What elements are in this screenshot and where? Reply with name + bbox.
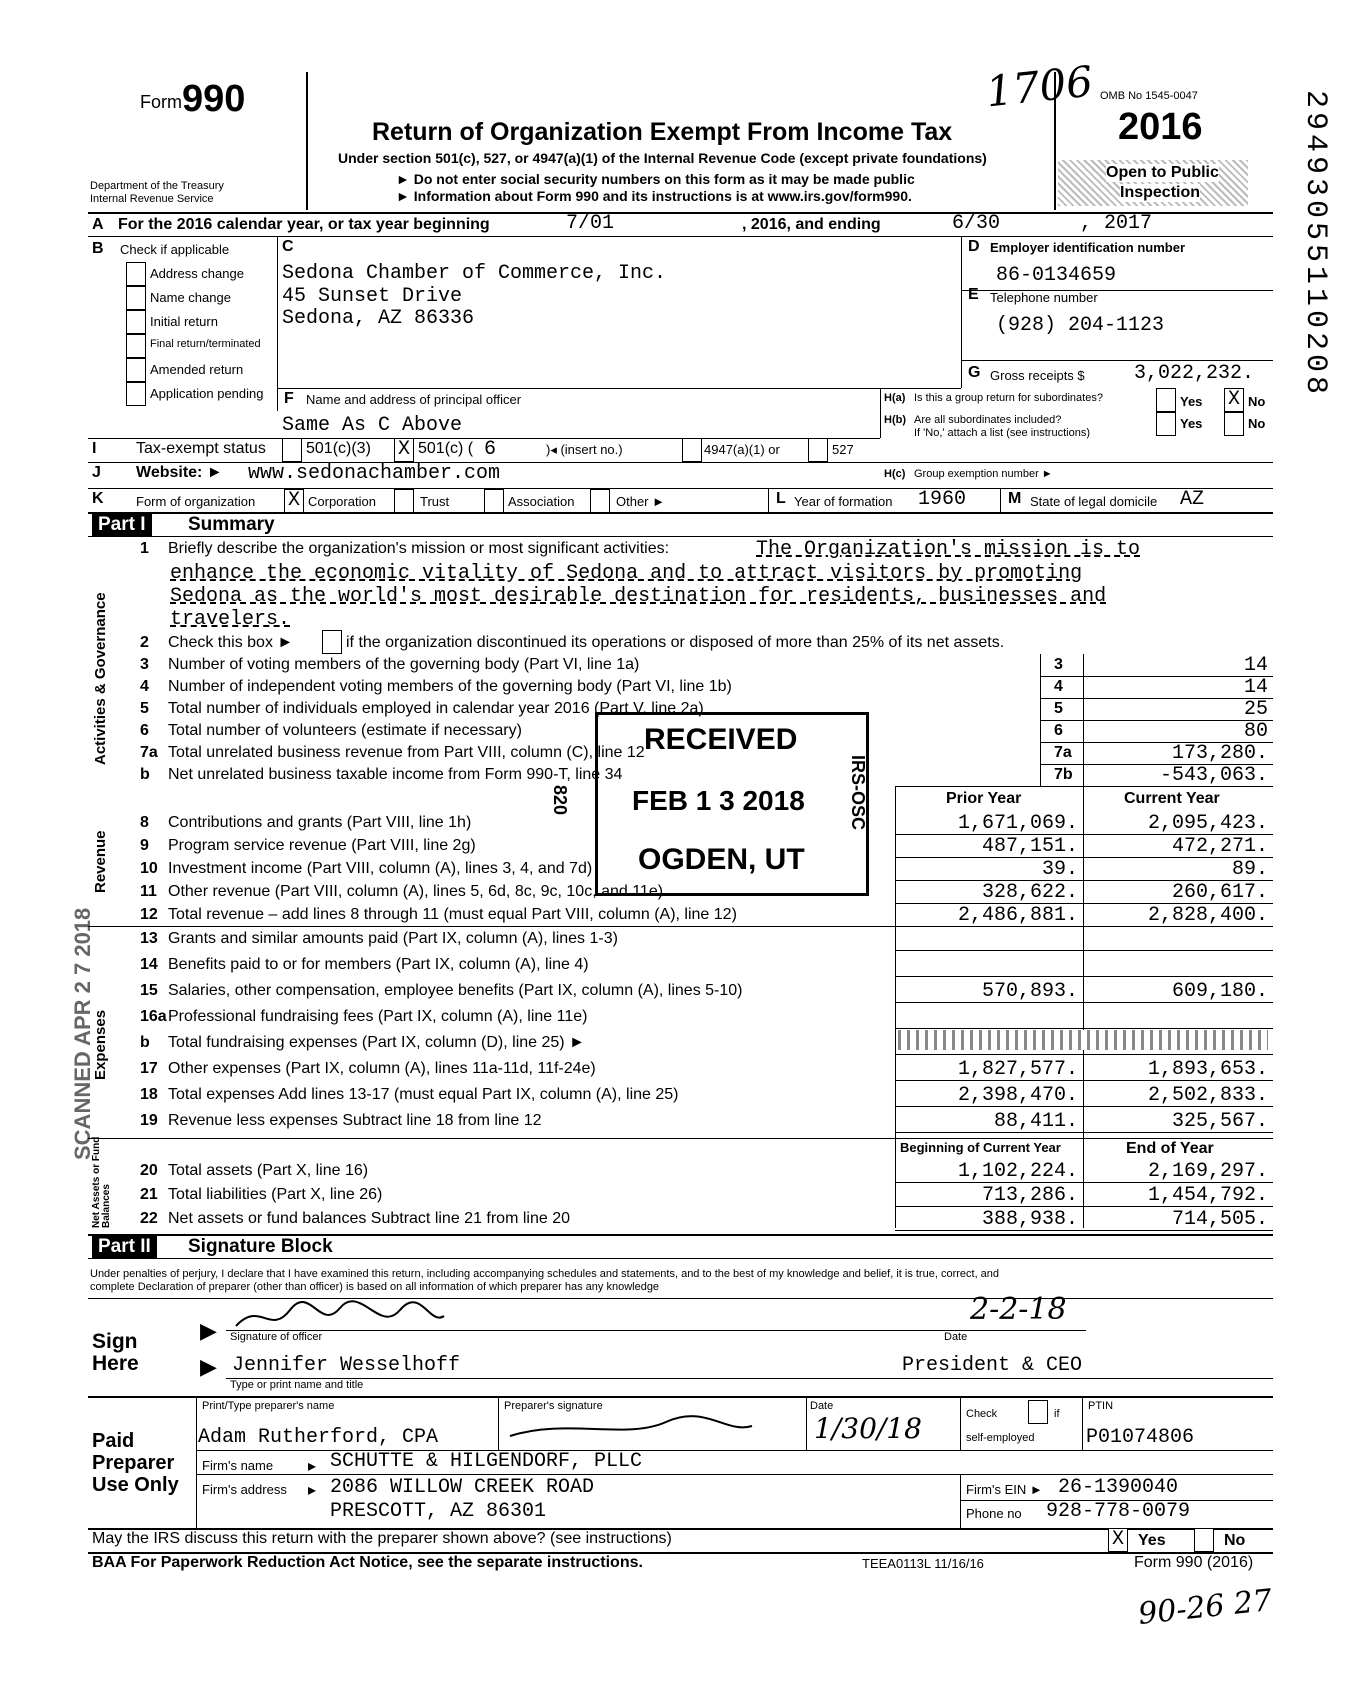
summary-line-rule: [895, 1106, 1273, 1107]
line-i-label: I: [92, 440, 97, 457]
current-year-value: 1,893,653.: [1147, 1058, 1268, 1081]
summary-line-text: Total liabilities (Part X, line 26): [168, 1186, 383, 1203]
form-of-org-title: Form of organization: [136, 494, 256, 509]
gov-line-number: 6: [140, 722, 149, 739]
line-k-label: K: [92, 490, 104, 507]
prior-year-value: 88,411.: [993, 1110, 1078, 1133]
shaded-fundraising-cell: [898, 1030, 1268, 1050]
gov-line-text: Number of independent voting members of the governing body (Part VI, line 1b): [168, 678, 732, 695]
summary-line-rule: [895, 1132, 1273, 1133]
tax-year-end-year: , 2017: [1080, 212, 1153, 235]
association-label: Association: [508, 494, 575, 509]
hb-label: H(b): [884, 414, 906, 426]
col-prior-year: Prior Year: [946, 790, 1022, 807]
trust-checkbox[interactable]: [394, 489, 414, 513]
paid-label: Paid: [92, 1430, 135, 1452]
summary-line-number: 20: [140, 1162, 158, 1179]
dept-treasury: Department of the Treasury: [90, 180, 224, 192]
part-1-title: Summary: [188, 514, 275, 535]
gov-line-value: 14: [1243, 654, 1268, 677]
summary-line-text: Program service revenue (Part VIII, line 2g): [168, 837, 476, 854]
officer-title: President & CEO: [902, 1354, 1083, 1377]
summary-line-number: 10: [140, 860, 158, 877]
summary-line-number: 11: [140, 883, 157, 900]
year-formation-title: Year of formation: [794, 494, 893, 509]
summary-line-text: Salaries, other compensation, employee benefits (Part IX, column (A), lines 5-10): [168, 982, 743, 999]
tax-year-end: 6/30: [952, 212, 1001, 235]
gov-line-value: 14: [1243, 676, 1268, 699]
preparer-date-label: Date: [810, 1400, 834, 1412]
summary-line-rule: [895, 1002, 1273, 1003]
firm-address-1: 2086 WILLOW CREEK ROAD: [330, 1476, 595, 1499]
firm-name-arrow-icon: ▸: [308, 1458, 317, 1475]
trust-label: Trust: [420, 494, 450, 509]
current-year-value: 325,567.: [1171, 1110, 1268, 1133]
principal-officer-title: Name and address of principal officer: [306, 392, 522, 407]
gov-line-number: b: [140, 766, 150, 783]
501c-number: 6: [484, 438, 497, 461]
ha-no-checkbox[interactable]: X: [1224, 388, 1244, 412]
handwritten-footer: 90-26 27: [1136, 1583, 1274, 1632]
hb-instruction: If 'No,' attach a list (see instructions): [914, 427, 1090, 439]
line-2-num: 2: [140, 634, 149, 651]
received-stamp-office: IRS-OSC: [848, 755, 868, 831]
current-year-value: 2,828,400.: [1147, 904, 1268, 927]
hc-text: Group exemption number ►: [914, 468, 1053, 480]
side-label-governance: Activities & Governance: [92, 592, 109, 765]
firm-ein-value: 26-1390040: [1058, 1476, 1179, 1499]
dept-irs: Internal Revenue Service: [90, 193, 214, 205]
catalog-code: TEEA0113L 11/16/16: [862, 1556, 984, 1571]
use-only-label: Use Only: [92, 1474, 179, 1496]
ha-question: Is this a group return for subordinates?: [914, 392, 1103, 404]
col-beginning-year: Beginning of Current Year: [900, 1140, 1061, 1155]
received-stamp-title: RECEIVED: [644, 723, 798, 756]
col-end-year: End of Year: [1126, 1140, 1214, 1157]
prior-year-value: 570,893.: [981, 980, 1078, 1003]
line-1-num: 1: [140, 540, 149, 557]
association-checkbox[interactable]: [484, 489, 504, 513]
ptin-value: P01074806: [1086, 1426, 1195, 1449]
gov-line-box: 7a: [1054, 744, 1072, 761]
state-domicile-value: AZ: [1180, 488, 1205, 511]
firm-address-arrow-icon: ▸: [308, 1482, 317, 1499]
summary-line-number: 22: [140, 1210, 158, 1227]
prior-year-value: 328,622.: [981, 881, 1078, 904]
gov-line-text: Total number of volunteers (estimate if necessary): [168, 722, 522, 739]
mission-line-4: travelers.: [170, 608, 291, 631]
summary-line-text: Total assets (Part X, line 16): [168, 1162, 369, 1179]
org-address-2: Sedona, AZ 86336: [282, 307, 475, 330]
website-value[interactable]: www.sedonachamber.com: [248, 462, 501, 485]
summary-line-text: Other expenses (Part IX, column (A), lines 11a-11d, 11f-24e): [168, 1060, 596, 1077]
section-b-title: Check if applicable: [120, 242, 230, 257]
section-b-checkbox[interactable]: [126, 286, 146, 310]
firm-phone-value: 928-778-0079: [1046, 1500, 1191, 1523]
document-locator-number: 29493055110208: [1298, 90, 1332, 399]
summary-line-rule: [895, 1028, 1273, 1029]
summary-line-text: Contributions and grants (Part VIII, line 1h): [168, 814, 472, 831]
line-2-text-a: Check this box ►: [168, 634, 294, 651]
gov-line-text: Total number of individuals employed in calendar year 2016 (Part V, line 2a): [168, 700, 704, 717]
prior-year-value: 713,286.: [981, 1184, 1078, 1207]
discuss-question: May the IRS discuss this return with the preparer shown above? (see instructions): [92, 1530, 672, 1547]
summary-line-number: 21: [140, 1186, 158, 1203]
summary-line-text: Total fundraising expenses (Part IX, column (D), line 25) ►: [168, 1034, 585, 1051]
preparer-name-label: Print/Type preparer's name: [202, 1400, 335, 1412]
gov-line-value: 173,280.: [1171, 742, 1268, 765]
open-to-public-box: [1058, 160, 1248, 206]
summary-line-text: Benefits paid to or for members (Part IX, column (A), line 4): [168, 956, 589, 973]
hb-no-checkbox[interactable]: [1224, 412, 1244, 436]
current-year-value: 1,454,792.: [1147, 1184, 1268, 1207]
perjury-line-2: complete Declaration of preparer (other than officer) is based on all information of which preparer has any knowledge: [90, 1281, 660, 1293]
hc-label: H(c): [884, 468, 906, 480]
section-b-item-label: Amended return: [150, 362, 244, 377]
gross-receipts-value: 3,022,232.: [1134, 362, 1255, 385]
received-stamp-date: FEB 1 3 2018: [632, 785, 805, 816]
gov-line-number: 4: [140, 678, 149, 695]
signature-label: Signature of officer: [230, 1331, 323, 1343]
section-b-item-label: Address change: [150, 266, 244, 281]
handwritten-note: 1706: [983, 56, 1096, 117]
current-year-value: 2,169,297.: [1147, 1160, 1268, 1183]
open-to-public-label: Open to Public: [1106, 164, 1219, 181]
summary-line-number: 12: [140, 906, 158, 923]
gov-line-value: 80: [1243, 720, 1268, 743]
prior-year-value: 487,151.: [981, 835, 1078, 858]
summary-line-number: 15: [140, 982, 158, 999]
officer-name: Jennifer Wesselhoff: [232, 1354, 461, 1377]
summary-line-rule: [895, 1080, 1273, 1081]
self-employed-label: self-employed: [966, 1432, 1035, 1444]
line-a-text: For the 2016 calendar year, or tax year beginning: [118, 216, 490, 233]
received-stamp-code: 820: [550, 785, 570, 816]
name-title-label: Type or print name and title: [230, 1379, 364, 1391]
summary-line-text: Professional fundraising fees (Part IX, column (A), line 11e): [168, 1008, 588, 1025]
section-b-checkbox[interactable]: [126, 334, 146, 358]
here-label: Here: [92, 1352, 139, 1375]
preparer-name: Adam Rutherford, CPA: [198, 1426, 439, 1449]
website-title: Website: ►: [136, 464, 223, 481]
4947-label: 4947(a)(1) or: [704, 442, 780, 457]
summary-line-number: b: [140, 1034, 150, 1051]
gov-line-value: -543,063.: [1159, 764, 1268, 787]
section-e-label: E: [968, 286, 979, 303]
line-a-label: A: [92, 216, 104, 233]
corporation-checkbox[interactable]: X: [284, 489, 304, 513]
section-b-item-label: Name change: [150, 290, 231, 305]
discontinued-checkbox[interactable]: [322, 630, 342, 654]
summary-line-text: Total revenue – add lines 8 through 11 (must equal Part VIII, column (A), line 12): [168, 906, 737, 923]
section-f-label: F: [284, 390, 294, 407]
tax-exempt-title: Tax-exempt status: [136, 440, 266, 457]
current-year-value: 472,271.: [1171, 835, 1268, 858]
summary-line-number: 18: [140, 1086, 158, 1103]
gov-line-number: 7a: [140, 744, 158, 761]
tax-year: 2016: [1118, 106, 1203, 148]
form-prefix: Form: [140, 92, 182, 112]
section-b-label: B: [92, 240, 104, 257]
firm-name: SCHUTTE & HILGENDORF, PLLC: [330, 1450, 643, 1473]
form-subtitle-2: ► Do not enter social security numbers on this form as it may be made public: [396, 171, 915, 187]
summary-line-rule: [895, 1182, 1273, 1183]
gov-line-box: 7b: [1054, 766, 1073, 783]
section-b-checkbox[interactable]: [126, 262, 146, 286]
summary-line-number: 17: [140, 1060, 158, 1077]
summary-line-rule: [895, 1054, 1273, 1055]
check-label: Check: [966, 1408, 998, 1420]
self-employed-checkbox[interactable]: [1028, 1400, 1048, 1424]
current-year-value: 89.: [1231, 858, 1268, 881]
name-arrow-icon: ▶: [200, 1354, 217, 1379]
form-footer: Form 990 (2016): [1134, 1554, 1254, 1571]
summary-line-text: Other revenue (Part VIII, column (A), lines 5, 6d, 8c, 9c, 10c, and 11e): [168, 883, 664, 900]
line-2-text-b: if the organization discontinued its operations or disposed of more than 25% of its net assets.: [346, 634, 1005, 651]
year-formation-value: 1960: [918, 488, 967, 511]
prior-year-value: 1,102,224.: [957, 1160, 1078, 1183]
part-2-tab: Part II: [92, 1236, 157, 1258]
current-year-value: 609,180.: [1171, 980, 1268, 1003]
gov-line-number: 5: [140, 700, 149, 717]
line-j-label: J: [92, 464, 101, 481]
summary-line-text: Revenue less expenses Subtract line 18 from line 12: [168, 1112, 542, 1129]
hb-yes-label: Yes: [1180, 416, 1203, 431]
form-number: 990: [182, 78, 246, 120]
gov-line-box: 5: [1054, 700, 1063, 717]
sign-date-label: Date: [944, 1331, 968, 1343]
501c-checkbox[interactable]: X: [394, 438, 414, 462]
prior-year-value: 2,398,470.: [957, 1084, 1078, 1107]
firm-phone-label: Phone no: [966, 1506, 1022, 1521]
summary-line-number: 14: [140, 956, 158, 973]
501c3-checkbox[interactable]: [282, 438, 302, 462]
current-year-value: 714,505.: [1171, 1208, 1268, 1231]
summary-line-number: 16a: [140, 1008, 167, 1025]
firm-ein-label: Firm's EIN ►: [966, 1482, 1043, 1497]
discuss-no-label: No: [1224, 1532, 1246, 1549]
firm-address-2: PRESCOTT, AZ 86301: [330, 1500, 547, 1523]
527-checkbox[interactable]: [808, 438, 828, 462]
perjury-line-1: Under penalties of perjury, I declare that I have examined this return, including accompanying schedules and statements, and to the best of my knowledge and belief, it is true, correct, and: [90, 1268, 1000, 1280]
section-b-item-label: Application pending: [150, 386, 264, 401]
side-label-net-assets: Net Assets or Fund Balances: [91, 1136, 112, 1228]
preparer-signature: [506, 1412, 756, 1448]
line-1-text: Briefly describe the organization's mission or most significant activities:: [168, 540, 670, 557]
ha-no-label: No: [1248, 394, 1266, 409]
section-b-item-label: Final return/terminated: [150, 338, 261, 350]
part-1-tab: Part I: [92, 514, 152, 536]
summary-line-number: 9: [140, 837, 149, 854]
summary-line-rule: [895, 1206, 1273, 1207]
summary-line-text: Grants and similar amounts paid (Part IX, column (A), lines 1-3): [168, 930, 618, 947]
hb-no-label: No: [1248, 416, 1266, 431]
omb-number: OMB No 1545-0047: [1100, 90, 1198, 102]
sign-date-value: 2-2-18: [970, 1292, 1067, 1327]
line-a-ending: , 2016, and ending: [742, 216, 881, 233]
part-2-title: Signature Block: [188, 1236, 333, 1257]
form-title: Return of Organization Exempt From Income Tax: [372, 118, 953, 146]
501c-label: 501(c) (: [418, 440, 474, 457]
col-current-year: Current Year: [1124, 790, 1220, 807]
phone-value: (928) 204-1123: [996, 314, 1165, 337]
ein-title: Employer identification number: [990, 240, 1186, 255]
summary-line-number: 13: [140, 930, 158, 947]
527-label: 527: [832, 442, 854, 457]
gov-line-value: 25: [1243, 698, 1268, 721]
discuss-no-checkbox[interactable]: [1194, 1528, 1214, 1552]
mission-line-3: Sedona as the world's most desirable destination for residents, businesses and: [170, 585, 1107, 608]
form-subtitle-1: Under section 501(c), 527, or 4947(a)(1) of the Internal Revenue Code (except private foundations): [338, 150, 987, 166]
line-m-label: M: [1008, 490, 1022, 507]
phone-title: Telephone number: [990, 290, 1098, 305]
side-label-expenses: Expenses: [92, 1009, 109, 1080]
if-label: if: [1054, 1408, 1060, 1420]
ptin-label: PTIN: [1088, 1400, 1114, 1412]
prior-year-value: 2,486,881.: [957, 904, 1078, 927]
current-year-value: 260,617.: [1171, 881, 1268, 904]
sign-arrow-icon: ▶: [200, 1318, 217, 1343]
tax-year-begin: 7/01: [566, 212, 615, 235]
gov-line-box: 6: [1054, 722, 1063, 739]
summary-line-rule: [895, 950, 1273, 951]
summary-line-rule: [895, 976, 1273, 977]
current-year-value: 2,095,423.: [1147, 812, 1268, 835]
firm-address-label: Firm's address: [202, 1482, 287, 1497]
gov-line-box: 3: [1054, 656, 1063, 673]
prior-year-value: 1,827,577.: [957, 1058, 1078, 1081]
other-label: Other ►: [616, 494, 665, 509]
gov-line-text: Net unrelated business taxable income from Form 990-T, line 34: [168, 766, 623, 783]
mission-line-1: The Organization's mission is to: [756, 538, 1141, 561]
section-d-label: D: [968, 238, 980, 255]
line-l-label: L: [776, 490, 786, 507]
preparer-sig-label: Preparer's signature: [504, 1400, 603, 1412]
section-b-checkbox[interactable]: [126, 382, 146, 406]
scanned-margin-stamp: SCANNED APR 2 7 2018: [70, 907, 95, 1160]
4947-checkbox[interactable]: [682, 438, 702, 462]
gov-line-text: Total unrelated business revenue from Part VIII, column (C), line 12: [168, 744, 645, 761]
side-label-revenue: Revenue: [92, 830, 109, 893]
other-checkbox[interactable]: [590, 489, 610, 513]
summary-line-text: Net assets or fund balances Subtract line 21 from line 20: [168, 1210, 570, 1227]
current-year-value: 2,502,833.: [1147, 1084, 1268, 1107]
ha-yes-checkbox[interactable]: [1156, 388, 1176, 412]
gross-receipts-title: Gross receipts $: [990, 368, 1085, 383]
discuss-yes-label: Yes: [1138, 1532, 1166, 1549]
ein-value: 86-0134659: [996, 264, 1117, 287]
summary-line-number: 19: [140, 1112, 158, 1129]
received-stamp: [550, 712, 869, 896]
insert-no-label: )◂ (insert no.): [546, 442, 623, 457]
inspection-label: Inspection: [1120, 184, 1201, 201]
discuss-yes-checkbox[interactable]: X: [1108, 1528, 1128, 1552]
state-domicile-title: State of legal domicile: [1030, 494, 1158, 509]
form-subtitle-3: ► Information about Form 990 and its instructions is at www.irs.gov/form990.: [396, 188, 912, 204]
baa-notice: BAA For Paperwork Reduction Act Notice, see the separate instructions.: [92, 1554, 643, 1571]
gov-line-box: 4: [1054, 678, 1063, 695]
section-b-checkbox[interactable]: [126, 358, 146, 382]
ha-label: H(a): [884, 392, 906, 404]
preparer-date-value: 1/30/18: [814, 1412, 922, 1445]
hb-question: Are all subordinates included?: [914, 414, 1062, 426]
prior-year-value: 39.: [1041, 858, 1078, 881]
summary-line-number: 8: [140, 814, 149, 831]
section-b-checkbox[interactable]: [126, 310, 146, 334]
corporation-label: Corporation: [308, 494, 376, 509]
gov-line-number: 3: [140, 656, 149, 673]
sign-label: Sign: [92, 1330, 138, 1353]
section-b-item-label: Initial return: [150, 314, 218, 329]
preparer-label: Preparer: [92, 1452, 175, 1474]
received-stamp-city: OGDEN, UT: [638, 843, 805, 876]
prior-year-value: 388,938.: [981, 1208, 1078, 1231]
section-g-label: G: [968, 364, 981, 381]
principal-officer-value: Same As C Above: [282, 414, 463, 437]
hb-yes-checkbox[interactable]: [1156, 412, 1176, 436]
summary-line-text: Investment income (Part VIII, column (A), lines 3, 4, and 7d): [168, 860, 593, 877]
gov-line-text: Number of voting members of the governing body (Part VI, line 1a): [168, 656, 640, 673]
501c3-label: 501(c)(3): [306, 440, 371, 457]
summary-line-rule: [895, 1230, 1273, 1231]
summary-line-text: Total expenses Add lines 13-17 (must equal Part IX, column (A), line 25): [168, 1086, 679, 1103]
prior-year-value: 1,671,069.: [957, 812, 1078, 835]
mission-line-2: enhance the economic vitality of Sedona and to attract visitors by promoting: [170, 562, 1083, 585]
ha-yes-label: Yes: [1180, 394, 1203, 409]
org-address-1: 45 Sunset Drive: [282, 285, 463, 308]
org-name: Sedona Chamber of Commerce, Inc.: [282, 262, 667, 285]
firm-name-label: Firm's name: [202, 1458, 274, 1473]
section-c-label: C: [282, 238, 294, 255]
